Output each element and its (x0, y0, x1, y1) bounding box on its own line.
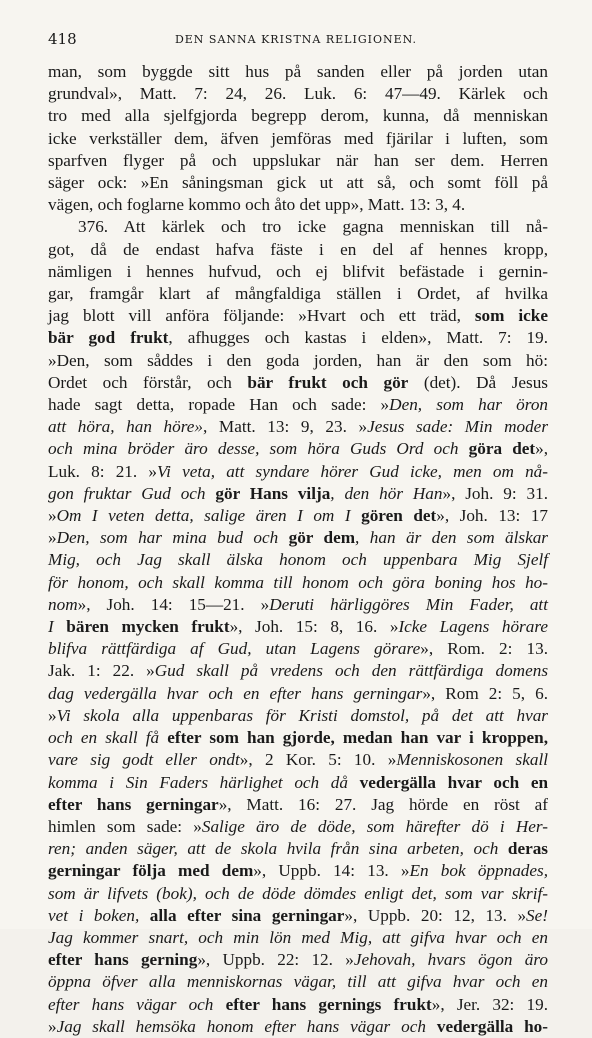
text-segment: Deruti härliggöres Min Fader, att (269, 594, 548, 614)
text-segment: gon fruktar Gud och (48, 483, 216, 503)
text-segment: Jesus sade: Min moder (367, 417, 549, 437)
text-segment: gör Hans vilja (215, 483, 331, 503)
text-segment: och mina bröder äro desse, som höra Guds Ord och (48, 439, 469, 459)
text-segment: Menniskosonen skall (396, 750, 548, 770)
text-line (48, 549, 548, 571)
text-segment: Icke Lagens hörare (398, 617, 548, 637)
text-line (48, 394, 548, 416)
text-segment: I (48, 617, 67, 637)
text-segment: jag blott vill anföra följande: »Hvart och ett träd, (48, 306, 475, 326)
text-line (48, 461, 548, 483)
text-segment: » (48, 506, 57, 526)
text-segment: bären mycken frukt (66, 617, 230, 637)
text-segment: sparfven flyger på och uppslukar när han ser dem. Herren (48, 150, 548, 170)
text-segment: komma i Sin Faders härlighet och då (48, 772, 360, 792)
text-segment: gerningar följa med dem (48, 861, 254, 881)
text-segment: dag vedergälla hvar och en efter hans gerningar (48, 683, 423, 703)
text-line (48, 816, 548, 838)
text-line (48, 305, 548, 327)
text-segment: bär god frukt (48, 328, 169, 348)
text-line (48, 283, 548, 305)
text-segment: , Matt. 13: 9, 23. » (203, 417, 368, 437)
text-line (48, 172, 548, 194)
text-line (48, 261, 548, 283)
text-segment: för honom, och skall komma till honom och göra boning hos ho- (48, 572, 548, 592)
text-segment: och en skall få (48, 728, 168, 748)
text-segment: vägen, och foglarne kommo och åto det upp», Matt. 13: 3, 4. (48, 195, 466, 215)
text-line (48, 438, 548, 460)
text-segment: gör dem (288, 528, 356, 548)
text-segment: efter som han gjorde, medan han var i kroppen, (167, 728, 548, 748)
text-line (48, 505, 548, 527)
text-segment: , han är den som älskar (355, 528, 548, 548)
text-line (48, 638, 548, 660)
body-text (48, 61, 548, 1038)
text-segment: , afhugges och kastas i elden», Matt. 7: 19. (168, 328, 548, 348)
text-segment: efter hans vägar och (48, 994, 226, 1014)
page-number: 418 (48, 30, 77, 48)
text-line (48, 150, 548, 172)
text-line (48, 949, 548, 971)
text-segment: alla efter sina gerningar (149, 905, 345, 925)
text-line (48, 971, 548, 993)
text-segment: Om I veten detta, salige ären I om I (56, 506, 362, 526)
text-segment: som är lifvets (bok), och de döde dömdes enligt det, som var skrif- (48, 883, 548, 903)
text-segment: tro med alla sjelfgjorda begrepp derom, kunna, då menniskan (48, 106, 548, 126)
text-line (48, 594, 548, 616)
text-segment: »Den, som såddes i den goda jorden, han är den som hö: (48, 350, 548, 370)
text-segment: », Uppb. 14: 13. » (253, 861, 410, 881)
text-segment: », 2 Kor. 5: 10. » (239, 750, 397, 770)
text-segment: efter hans gerningar (48, 794, 219, 814)
text-line (48, 327, 548, 349)
text-segment: (det). Då Jesus (408, 372, 548, 392)
text-segment: bär frukt och gör (247, 372, 409, 392)
text-line (48, 860, 548, 882)
text-segment: » (48, 528, 57, 548)
text-segment: », (535, 439, 548, 459)
text-segment: » (48, 705, 57, 725)
text-segment: efter hans gerning (48, 950, 198, 970)
text-segment: Jak. 1: 22. » (48, 661, 155, 681)
text-segment: Mig, och Jag skall älska honom och uppenbara Mig Sjelf (48, 550, 548, 570)
text-line (48, 572, 548, 594)
text-segment: Luk. 8: 21. » (48, 461, 157, 481)
text-segment: », Rom 2: 5, 6. (422, 683, 549, 703)
text-segment: Ordet och förstår, och (48, 372, 248, 392)
text-line (48, 372, 548, 394)
text-segment: grundval», Matt. 7: 24, 26. Luk. 6: 47—49. Kärlek och (48, 84, 548, 104)
text-segment: », Joh. 15: 8, 16. » (229, 617, 399, 637)
text-line (48, 128, 548, 150)
text-line (48, 727, 548, 749)
text-segment: gören det (361, 506, 437, 526)
text-segment: Jag kommer snart, och min lön med Mig, att gifva hvar och en (48, 927, 548, 947)
text-segment: icke verkställer dem, äfven jemföras med fjärilar i luften, som (48, 128, 548, 148)
text-segment: hade sagt detta, ropade Han och sade: » (48, 395, 390, 415)
text-segment: Se! (526, 905, 548, 925)
text-segment: Den, som har mina bud och (56, 528, 289, 548)
text-segment: säger ock: »En såningsman gick ut att så, och somt föll på (48, 173, 548, 193)
text-line (48, 239, 548, 261)
text-segment: öppna öfver alla menniskornas vägar, till att gifva hvar och en (48, 972, 548, 992)
text-line (48, 527, 548, 549)
text-segment: gar, framgår klart af mångfaldiga ställen i Ordet, af hvilka (48, 284, 548, 304)
text-segment: efter hans gernings frukt (225, 994, 432, 1014)
text-segment: », Jer. 32: 19. (431, 994, 548, 1014)
text-line (48, 749, 548, 771)
text-line (48, 772, 548, 794)
text-segment: , den hör Han (330, 483, 443, 503)
text-line (48, 927, 548, 949)
text-line (48, 705, 548, 727)
text-segment: », Joh. 9: 31. (442, 483, 548, 503)
running-title: DEN SANNA KRISTNA RELIGIONEN. (174, 33, 418, 46)
text-segment: nom (48, 594, 78, 614)
text-segment: vedergälla hvar och en (359, 772, 549, 792)
text-line (48, 1016, 548, 1038)
text-segment: » (48, 1016, 57, 1036)
text-segment: Vi skola alla uppenbaras för Kristi domstol, på det att hvar (56, 705, 548, 725)
text-segment: got, då de endast hafva fäste i en del af hennes kropp, (48, 239, 548, 259)
text-line (48, 483, 548, 505)
text-segment: himlen som sade: » (48, 816, 202, 836)
text-line (48, 794, 548, 816)
text-segment: deras (507, 839, 548, 859)
text-line (48, 194, 548, 216)
text-segment: Jehovah, hvars ögon äro (353, 950, 549, 970)
text-line (48, 660, 548, 682)
text-segment: Gud skall på vredens och den rättfärdiga domens (154, 661, 549, 681)
text-line (48, 905, 548, 927)
text-line (48, 616, 548, 638)
text-segment: Salige äro de döde, som härefter dö i Her- (201, 816, 548, 836)
text-line (48, 216, 548, 238)
text-segment: vedergälla ho- (436, 1016, 549, 1036)
text-segment: att höra, han höre» (48, 417, 204, 437)
text-segment: vare sig godt eller ondt (48, 750, 240, 770)
text-segment: som icke (474, 306, 548, 326)
text-segment: man, som byggde sitt hus på sanden eller på jorden utan (48, 62, 548, 81)
text-segment: Den, som har öron (389, 395, 549, 415)
page-header (40, 30, 552, 52)
text-segment: Jag skall hemsöka honom efter hans vägar och (56, 1016, 437, 1036)
text-segment: Vi veta, att syndare hörer Gud icke, men om nå- (156, 461, 548, 481)
text-line (48, 61, 548, 83)
text-segment: nämligen i hennes hufvud, och ej blifvit befästade i gernin- (48, 261, 548, 281)
text-segment: », Joh. 13: 17 (436, 506, 549, 526)
text-segment: blifva rättfärdiga af Gud, utan Lagens görare (48, 639, 421, 659)
text-segment: », Uppb. 20: 12, 13. » (344, 905, 527, 925)
text-line (48, 350, 548, 372)
text-line (48, 83, 548, 105)
text-segment: », Uppb. 22: 12. » (197, 950, 354, 970)
text-segment: », Matt. 16: 27. Jag hörde en röst af (218, 794, 548, 814)
text-line (48, 838, 548, 860)
text-line (48, 883, 548, 905)
text-line (48, 105, 548, 127)
text-segment: vet i boken, (48, 905, 150, 925)
text-segment: En bok öppnades, (409, 861, 549, 881)
text-line (48, 994, 548, 1016)
text-segment: », Joh. 14: 15—21. » (77, 594, 270, 614)
text-segment: », Rom. 2: 13. (420, 639, 548, 659)
text-line (48, 416, 548, 438)
text-segment: ren; anden säger, att de skola hvila från sina arbeten, och (48, 839, 508, 859)
text-segment: göra det (468, 439, 536, 459)
text-segment: 376. Att kärlek och tro icke gagna menniskan till nå- (78, 217, 548, 237)
text-line (48, 683, 548, 705)
